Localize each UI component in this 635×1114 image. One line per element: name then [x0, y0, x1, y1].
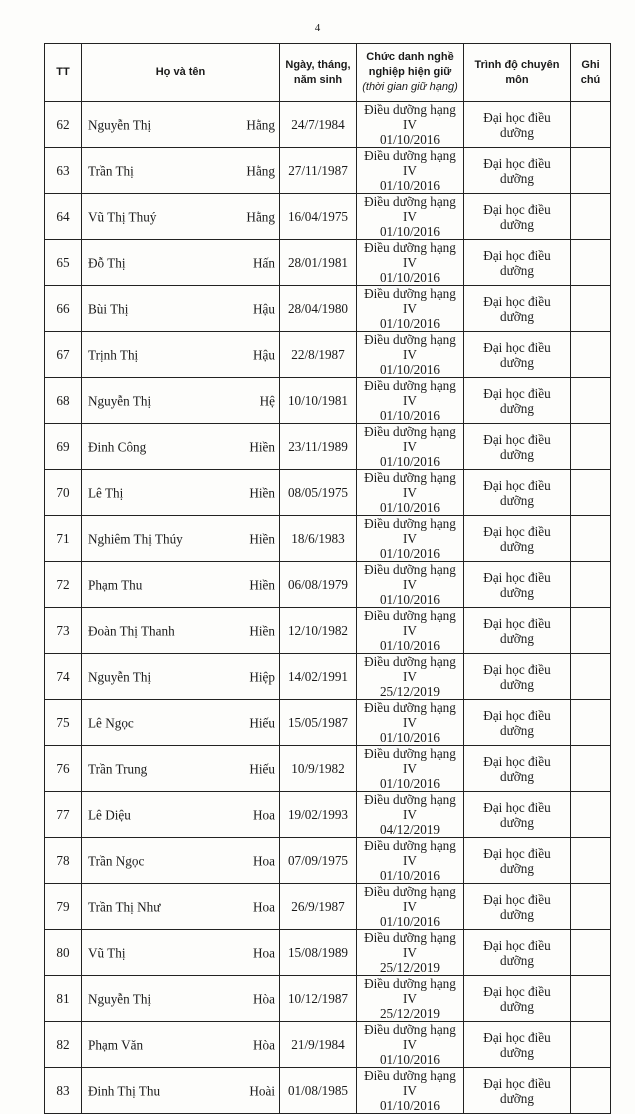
- row-title-rank: Điều dưỡng hạng IV: [364, 424, 456, 454]
- table-row: [45, 792, 611, 838]
- table-row: [45, 470, 611, 516]
- row-title-rank: Điều dưỡng hạng IV: [364, 240, 456, 270]
- row-tt: 75: [45, 700, 82, 746]
- row-note: [571, 240, 611, 286]
- row-surname: Phạm Thu: [88, 577, 143, 592]
- row-dob: 28/01/1981: [280, 240, 357, 286]
- row-education-line2: dưỡng: [500, 906, 534, 922]
- row-name: [82, 148, 280, 194]
- row-given-name: Hoa: [253, 853, 275, 868]
- header-title-note: (thời gian giữ hạng): [362, 81, 458, 93]
- row-title-rank: Điều dưỡng hạng IV: [364, 332, 456, 362]
- row-title-rank: Điều dưỡng hạng IV: [364, 746, 456, 776]
- row-surname: Đỗ Thị: [88, 255, 126, 270]
- row-name: [82, 1022, 280, 1068]
- row-education-line1: Đại học điều: [483, 799, 551, 815]
- row-title-since: 25/12/2019: [379, 960, 441, 975]
- row-education-line2: dưỡng: [500, 262, 534, 278]
- row-surname: Nguyễn Thị: [88, 991, 152, 1006]
- row-education-line2: dưỡng: [500, 722, 534, 738]
- row-title: [357, 1068, 464, 1114]
- row-dob: 19/02/1993: [280, 792, 357, 838]
- table-row: [45, 1068, 611, 1114]
- row-title-since: 01/10/2016: [379, 362, 441, 377]
- table-row: [45, 562, 611, 608]
- table-row: [45, 286, 611, 332]
- row-given-name: Hậu: [253, 301, 275, 316]
- row-surname: Trần Thị Như: [88, 899, 161, 914]
- row-dob: 14/02/1991: [280, 654, 357, 700]
- row-title-rank: Điều dưỡng hạng IV: [364, 608, 456, 638]
- row-given-name: Hệ: [259, 393, 275, 408]
- row-given-name: Hiếu: [249, 761, 275, 776]
- row-education: [464, 884, 571, 930]
- row-dob: 15/05/1987: [280, 700, 357, 746]
- row-education: [464, 286, 571, 332]
- row-given-name: Hoa: [253, 945, 275, 960]
- row-surname: Lê Thị: [88, 485, 124, 500]
- row-note: [571, 976, 611, 1022]
- row-given-name: Hoài: [249, 1083, 275, 1098]
- row-dob: 12/10/1982: [280, 608, 357, 654]
- table-row: [45, 516, 611, 562]
- row-education-line2: dưỡng: [500, 170, 534, 186]
- row-note: [571, 930, 611, 976]
- row-education: [464, 654, 571, 700]
- row-title: [357, 792, 464, 838]
- row-surname: Phạm Văn: [88, 1037, 144, 1052]
- row-dob: 06/08/1979: [280, 562, 357, 608]
- table-row: [45, 102, 611, 148]
- row-title-rank: Điều dưỡng hạng IV: [364, 792, 456, 822]
- row-note: [571, 884, 611, 930]
- row-note: [571, 838, 611, 884]
- header-note: Ghi chú: [571, 44, 611, 102]
- row-education-line1: Đại học điều: [483, 569, 551, 585]
- row-name: [82, 286, 280, 332]
- row-dob: 22/8/1987: [280, 332, 357, 378]
- row-name: [82, 424, 280, 470]
- header-tt: TT: [45, 44, 82, 102]
- row-tt: 76: [45, 746, 82, 792]
- row-note: [571, 378, 611, 424]
- row-note: [571, 562, 611, 608]
- row-education-line1: Đại học điều: [483, 707, 551, 723]
- row-education-line2: dưỡng: [500, 676, 534, 692]
- row-tt: 71: [45, 516, 82, 562]
- row-education-line2: dưỡng: [500, 952, 534, 968]
- row-title: [357, 516, 464, 562]
- row-education-line1: Đại học điều: [483, 845, 551, 861]
- row-surname: Trần Trung: [88, 761, 148, 776]
- table-row: [45, 930, 611, 976]
- row-tt: 77: [45, 792, 82, 838]
- row-education-line2: dưỡng: [500, 538, 534, 554]
- row-education-line2: dưỡng: [500, 584, 534, 600]
- row-name: [82, 792, 280, 838]
- row-name: [82, 746, 280, 792]
- row-education-line1: Đại học điều: [483, 615, 551, 631]
- row-tt: 69: [45, 424, 82, 470]
- row-title-since: 01/10/2016: [379, 730, 441, 745]
- row-title-since: 01/10/2016: [379, 132, 441, 147]
- row-tt: 81: [45, 976, 82, 1022]
- row-education-line1: Đại học điều: [483, 155, 551, 171]
- row-name: [82, 700, 280, 746]
- row-title: [357, 700, 464, 746]
- row-tt: 79: [45, 884, 82, 930]
- row-title-since: 01/10/2016: [379, 776, 441, 791]
- row-name: [82, 976, 280, 1022]
- row-surname: Vũ Thị: [88, 945, 126, 960]
- row-title: [357, 102, 464, 148]
- row-title-rank: Điều dưỡng hạng IV: [364, 884, 456, 914]
- row-education-line2: dưỡng: [500, 308, 534, 324]
- staff-table: [44, 43, 611, 1114]
- row-tt: 66: [45, 286, 82, 332]
- row-note: [571, 608, 611, 654]
- row-title-since: 01/10/2016: [379, 1052, 441, 1067]
- row-education-line1: Đại học điều: [483, 753, 551, 769]
- row-tt: 65: [45, 240, 82, 286]
- row-note: [571, 332, 611, 378]
- row-dob: 10/9/1982: [280, 746, 357, 792]
- table-row: [45, 838, 611, 884]
- row-note: [571, 654, 611, 700]
- row-title: [357, 608, 464, 654]
- row-tt: 80: [45, 930, 82, 976]
- table-row: [45, 194, 611, 240]
- row-education: [464, 102, 571, 148]
- row-tt: 82: [45, 1022, 82, 1068]
- row-given-name: Hoa: [253, 899, 275, 914]
- page-number: 4: [314, 22, 321, 34]
- row-education: [464, 332, 571, 378]
- row-tt: 67: [45, 332, 82, 378]
- row-note: [571, 102, 611, 148]
- row-dob: 18/6/1983: [280, 516, 357, 562]
- row-note: [571, 1068, 611, 1114]
- row-education-line2: dưỡng: [500, 354, 534, 370]
- header-dob: Ngày, tháng, năm sinh: [280, 44, 357, 102]
- row-education-line1: Đại học điều: [483, 385, 551, 401]
- row-title-since: 01/10/2016: [379, 270, 441, 285]
- row-given-name: Hiền: [249, 577, 275, 592]
- row-title: [357, 378, 464, 424]
- row-education: [464, 148, 571, 194]
- row-education-line1: Đại học điều: [483, 431, 551, 447]
- row-tt: 64: [45, 194, 82, 240]
- table-row: [45, 332, 611, 378]
- row-education-line1: Đại học điều: [483, 339, 551, 355]
- row-tt: 62: [45, 102, 82, 148]
- row-education-line1: Đại học điều: [483, 477, 551, 493]
- row-note: [571, 470, 611, 516]
- row-tt: 78: [45, 838, 82, 884]
- row-tt: 70: [45, 470, 82, 516]
- row-title: [357, 654, 464, 700]
- table-row: [45, 884, 611, 930]
- row-tt: 63: [45, 148, 82, 194]
- row-name: [82, 102, 280, 148]
- row-education-line2: dưỡng: [500, 814, 534, 830]
- row-surname: Nguyễn Thị: [88, 669, 152, 684]
- row-dob: 27/11/1987: [280, 148, 357, 194]
- row-title-rank: Điều dưỡng hạng IV: [364, 286, 456, 316]
- row-given-name: Hiền: [249, 439, 275, 454]
- row-education-line2: dưỡng: [500, 998, 534, 1014]
- row-dob: 16/04/1975: [280, 194, 357, 240]
- row-dob: 08/05/1975: [280, 470, 357, 516]
- row-dob: 15/08/1989: [280, 930, 357, 976]
- row-note: [571, 792, 611, 838]
- row-title-since: 25/12/2019: [379, 684, 441, 699]
- row-education: [464, 516, 571, 562]
- row-tt: 83: [45, 1068, 82, 1114]
- row-title-rank: Điều dưỡng hạng IV: [364, 516, 456, 546]
- row-given-name: Hiền: [249, 531, 275, 546]
- row-education-line1: Đại học điều: [483, 109, 551, 125]
- row-title-rank: Điều dưỡng hạng IV: [364, 976, 456, 1006]
- row-education-line1: Đại học điều: [483, 891, 551, 907]
- row-title-since: 01/10/2016: [379, 316, 441, 331]
- row-title: [357, 746, 464, 792]
- row-title: [357, 332, 464, 378]
- row-title-since: 01/10/2016: [379, 592, 441, 607]
- row-title: [357, 1022, 464, 1068]
- row-title: [357, 976, 464, 1022]
- table-row: [45, 608, 611, 654]
- row-education-line2: dưỡng: [500, 1044, 534, 1060]
- row-surname: Trần Ngọc: [88, 853, 145, 868]
- row-given-name: Hiền: [249, 485, 275, 500]
- row-tt: 74: [45, 654, 82, 700]
- row-title-rank: Điều dưỡng hạng IV: [364, 654, 456, 684]
- row-title: [357, 194, 464, 240]
- row-dob: 21/9/1984: [280, 1022, 357, 1068]
- row-title-since: 01/10/2016: [379, 454, 441, 469]
- row-education: [464, 792, 571, 838]
- row-note: [571, 516, 611, 562]
- row-education: [464, 470, 571, 516]
- row-education-line2: dưỡng: [500, 400, 534, 416]
- row-name: [82, 608, 280, 654]
- row-title-since: 01/10/2016: [379, 868, 441, 883]
- row-note: [571, 1022, 611, 1068]
- row-title: [357, 240, 464, 286]
- row-title-rank: Điều dưỡng hạng IV: [364, 562, 456, 592]
- row-education-line2: dưỡng: [500, 860, 534, 876]
- row-education: [464, 194, 571, 240]
- row-education: [464, 1022, 571, 1068]
- row-title: [357, 930, 464, 976]
- row-title: [357, 884, 464, 930]
- row-surname: Nguyễn Thị: [88, 393, 152, 408]
- row-title: [357, 470, 464, 516]
- row-tt: 68: [45, 378, 82, 424]
- header-education: Trình độ chuyên môn: [464, 44, 571, 102]
- table-row: [45, 1022, 611, 1068]
- row-name: [82, 240, 280, 286]
- row-title-since: 01/10/2016: [379, 914, 441, 929]
- row-title-since: 01/10/2016: [379, 224, 441, 239]
- row-name: [82, 332, 280, 378]
- row-name: [82, 1068, 280, 1114]
- row-surname: Lê Ngọc: [88, 715, 134, 730]
- row-title-since: 01/10/2016: [379, 546, 441, 561]
- row-education-line2: dưỡng: [500, 446, 534, 462]
- row-note: [571, 746, 611, 792]
- row-education: [464, 608, 571, 654]
- header-title: [357, 44, 464, 102]
- row-title: [357, 424, 464, 470]
- row-education-line1: Đại học điều: [483, 983, 551, 999]
- row-education-line2: dưỡng: [500, 1090, 534, 1106]
- row-note: [571, 194, 611, 240]
- row-name: [82, 930, 280, 976]
- row-surname: Lê Diệu: [88, 807, 131, 822]
- row-education: [464, 424, 571, 470]
- row-education: [464, 838, 571, 884]
- row-education: [464, 976, 571, 1022]
- row-dob: 28/04/1980: [280, 286, 357, 332]
- header-row: [45, 44, 611, 102]
- row-title-rank: Điều dưỡng hạng IV: [364, 838, 456, 868]
- row-title: [357, 148, 464, 194]
- row-note: [571, 424, 611, 470]
- row-title-since: 01/10/2016: [379, 408, 441, 423]
- row-given-name: Hiền: [249, 623, 275, 638]
- row-surname: Nghiêm Thị Thúy: [88, 531, 183, 546]
- row-name: [82, 884, 280, 930]
- row-note: [571, 700, 611, 746]
- table-row: [45, 378, 611, 424]
- row-education-line1: Đại học điều: [483, 661, 551, 677]
- row-name: [82, 562, 280, 608]
- row-surname: Đinh Thị Thu: [88, 1083, 161, 1098]
- row-title-rank: Điều dưỡng hạng IV: [364, 1068, 456, 1098]
- row-given-name: Hằng: [246, 209, 275, 224]
- row-education: [464, 562, 571, 608]
- row-name: [82, 838, 280, 884]
- row-education: [464, 746, 571, 792]
- row-surname: Đoàn Thị Thanh: [88, 623, 175, 638]
- row-education-line1: Đại học điều: [483, 523, 551, 539]
- row-title-rank: Điều dưỡng hạng IV: [364, 1022, 456, 1052]
- row-title-since: 01/10/2016: [379, 178, 441, 193]
- row-given-name: Hằng: [246, 117, 275, 132]
- row-dob: 07/09/1975: [280, 838, 357, 884]
- row-note: [571, 286, 611, 332]
- row-title-since: 01/10/2016: [379, 638, 441, 653]
- row-title-rank: Điều dưỡng hạng IV: [364, 930, 456, 960]
- row-given-name: Hiếu: [249, 715, 275, 730]
- row-name: [82, 654, 280, 700]
- row-surname: Nguyễn Thị: [88, 117, 152, 132]
- row-title-rank: Điều dưỡng hạng IV: [364, 378, 456, 408]
- row-name: [82, 194, 280, 240]
- row-education-line1: Đại học điều: [483, 293, 551, 309]
- row-title-since: 01/10/2016: [379, 1098, 441, 1113]
- row-education-line1: Đại học điều: [483, 1029, 551, 1045]
- header-name: Họ và tên: [82, 44, 280, 102]
- row-given-name: Hòa: [253, 1037, 275, 1052]
- row-tt: 73: [45, 608, 82, 654]
- row-name: [82, 470, 280, 516]
- row-name: [82, 378, 280, 424]
- row-education-line2: dưỡng: [500, 630, 534, 646]
- row-tt: 72: [45, 562, 82, 608]
- row-education: [464, 930, 571, 976]
- row-given-name: Hoa: [253, 807, 275, 822]
- header-title-main: Chức danh nghề nghiệp hiện giữ: [366, 51, 454, 78]
- row-title: [357, 838, 464, 884]
- row-name: [82, 516, 280, 562]
- row-education-line2: dưỡng: [500, 216, 534, 232]
- row-note: [571, 148, 611, 194]
- row-title-rank: Điều dưỡng hạng IV: [364, 700, 456, 730]
- row-education: [464, 1068, 571, 1114]
- row-dob: 23/11/1989: [280, 424, 357, 470]
- row-surname: Trần Thị: [88, 163, 134, 178]
- row-education-line1: Đại học điều: [483, 201, 551, 217]
- table-row: [45, 148, 611, 194]
- row-given-name: Hằng: [246, 163, 275, 178]
- row-education-line1: Đại học điều: [483, 1075, 551, 1091]
- table-row: [45, 424, 611, 470]
- row-title-rank: Điều dưỡng hạng IV: [364, 470, 456, 500]
- row-education-line2: dưỡng: [500, 768, 534, 784]
- row-given-name: Hậu: [253, 347, 275, 362]
- row-education-line2: dưỡng: [500, 124, 534, 140]
- row-dob: 24/7/1984: [280, 102, 357, 148]
- row-surname: Bùi Thị: [88, 301, 129, 316]
- row-education: [464, 700, 571, 746]
- row-given-name: Hòa: [253, 991, 275, 1006]
- table-row: [45, 976, 611, 1022]
- row-title-since: 04/12/2019: [379, 822, 441, 837]
- row-dob: 01/08/1985: [280, 1068, 357, 1114]
- row-education: [464, 378, 571, 424]
- row-title: [357, 286, 464, 332]
- row-dob: 10/12/1987: [280, 976, 357, 1022]
- row-education: [464, 240, 571, 286]
- row-title-rank: Điều dưỡng hạng IV: [364, 102, 456, 132]
- row-surname: Vũ Thị Thuý: [88, 209, 157, 224]
- row-education-line1: Đại học điều: [483, 937, 551, 953]
- row-surname: Đinh Công: [88, 439, 147, 454]
- row-dob: 10/10/1981: [280, 378, 357, 424]
- row-given-name: Hiệp: [249, 669, 275, 684]
- table-row: [45, 746, 611, 792]
- table-row: [45, 240, 611, 286]
- row-title-since: 01/10/2016: [379, 500, 441, 515]
- row-title-rank: Điều dưỡng hạng IV: [364, 194, 456, 224]
- row-title-rank: Điều dưỡng hạng IV: [364, 148, 456, 178]
- row-title: [357, 562, 464, 608]
- row-given-name: Hấn: [253, 255, 275, 270]
- row-title-since: 25/12/2019: [379, 1006, 441, 1021]
- row-dob: 26/9/1987: [280, 884, 357, 930]
- table-row: [45, 700, 611, 746]
- row-surname: Trịnh Thị: [88, 347, 139, 362]
- table-row: [45, 654, 611, 700]
- row-education-line1: Đại học điều: [483, 247, 551, 263]
- row-education-line2: dưỡng: [500, 492, 534, 508]
